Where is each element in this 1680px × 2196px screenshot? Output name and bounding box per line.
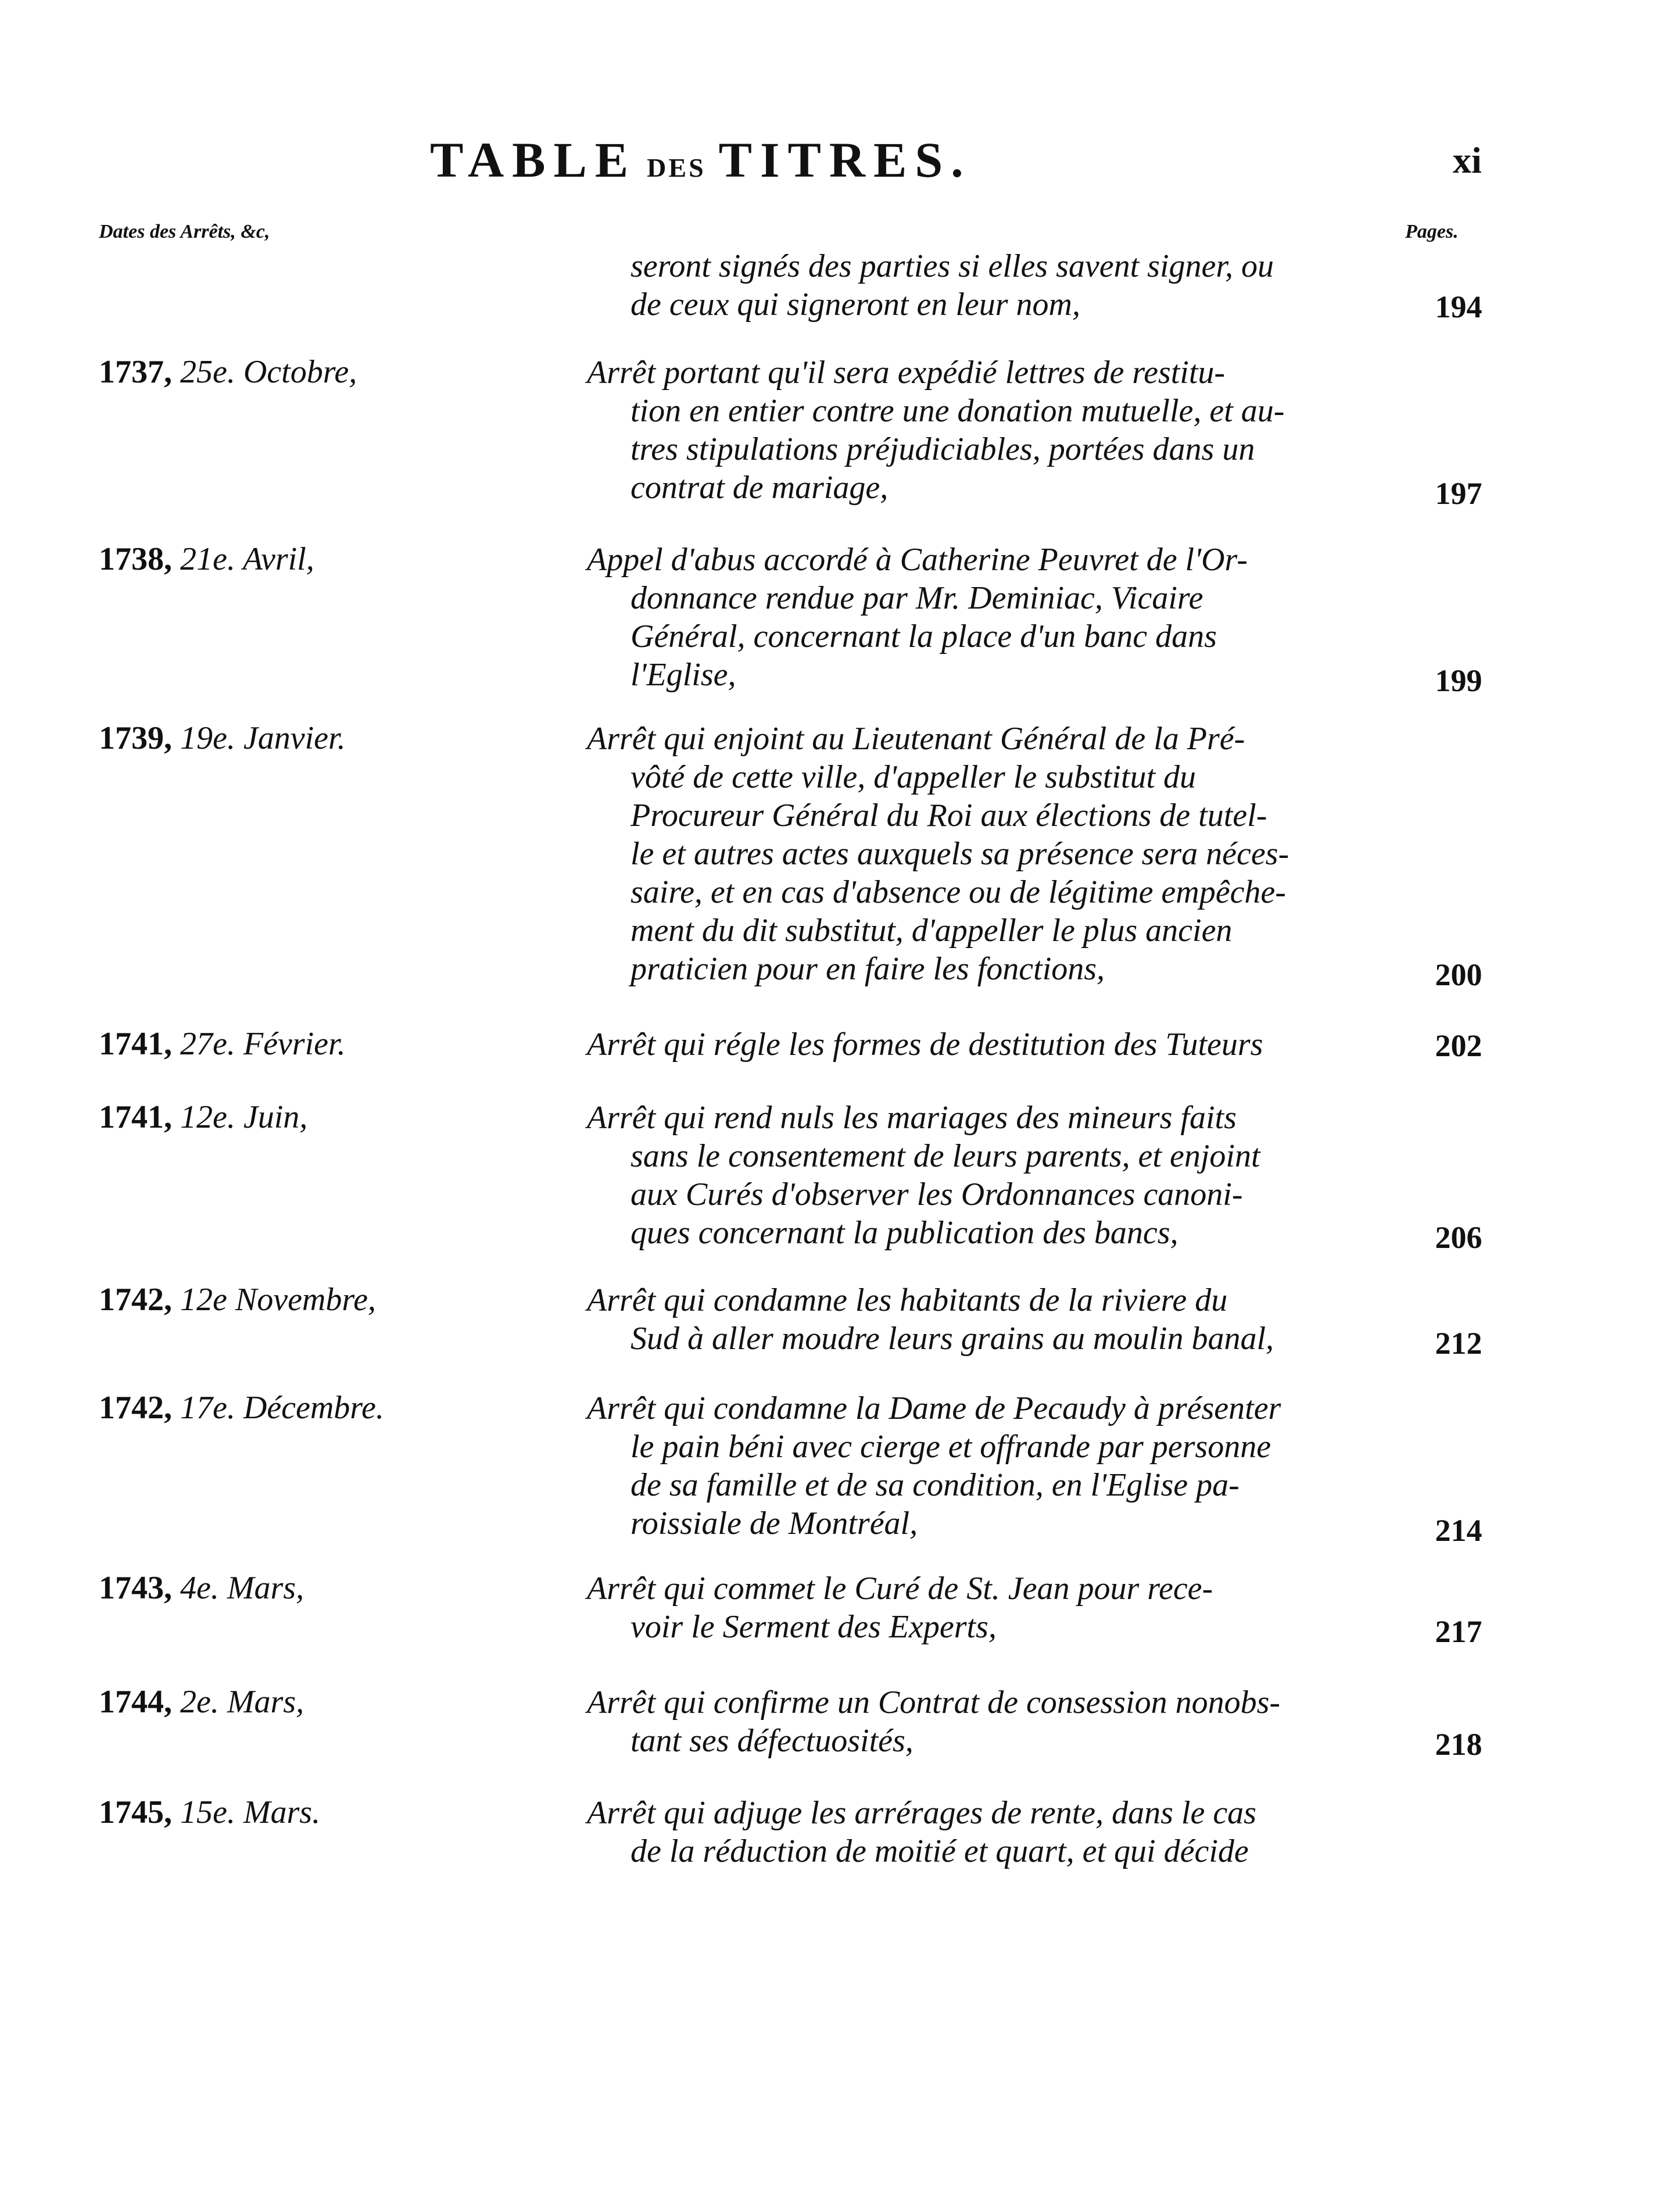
entry-page: 212 [1435,1326,1482,1361]
entry-date: 1742, 17e. Décembre. [99,1390,384,1426]
entry-date: 1745, 15e. Mars. [99,1794,321,1830]
entry-description: Arrêt qui régle les formes de destitution des Tuteurs [587,1027,1263,1063]
entry-page: 199 [1435,663,1482,698]
entry-page: 214 [1435,1513,1482,1548]
entry-date: 1741, 27e. Février. [99,1026,346,1062]
entry-date: 1742, 12e Novembre, [99,1282,376,1318]
entry-page: 194 [1435,289,1482,324]
entry-date: 1741, 12e. Juin, [99,1099,308,1135]
entry-description: Arrêt qui confirme un Contrat de consession nonobs- tant ses défectuosités, [587,1684,1281,1759]
entry-description: Arrêt qui enjoint au Lieutenant Général de la Pré- vôté de cette ville, d'appeller le substitut du Procureur Général du Roi aux élections de tutel- le et autres actes auxquels sa présence sera néces- saire, et en cas d'absence ou de légitime empêche- ment du dit substitut, d'appeller le plus ancien praticien pour en faire les fonctions, [587,721,1289,987]
entry-page: 202 [1435,1028,1482,1063]
entry-page: 217 [1435,1614,1482,1649]
page-title: TABLE DES TITRES. [430,132,972,188]
entry-description: Arrêt qui rend nuls les mariages des mineurs faits sans le consentement de leurs parents, et enjoint aux Curés d'observer les Ordonnances canoni- ques concernant la publication des bancs, [587,1100,1260,1251]
entry-page: 218 [1435,1727,1482,1762]
page-header [0,131,1680,189]
entry-date: 1744, 2e. Mars, [99,1684,305,1720]
entry-description: seront signés des parties si elles savent signer, ou de ceux qui signeront en leur nom, [631,248,1274,323]
entry-date: 1739, 19e. Janvier. [99,720,346,756]
entry-description: Arrêt qui adjuge les arrérages de rente, dans le cas de la réduction de moitié et quart, et qui décide [587,1795,1256,1869]
entry-page: 200 [1435,957,1482,992]
entry-page: 206 [1435,1220,1482,1255]
dates-column-label: Dates des Arrêts, &c, [99,221,270,242]
entry-description: Arrêt qui commet le Curé de St. Jean pour rece- voir le Serment des Experts, [587,1571,1213,1645]
entry-description: Arrêt qui condamne la Dame de Pecaudy à présenter le pain béni avec cierge et offrande par personne de sa famille et de sa condition, en l'Eglise pa- roissiale de Montréal, [587,1390,1281,1542]
entry-description: Arrêt portant qu'il sera expédié lettres de restitu- tion en entier contre une donation mutuelle, et au- tres stipulations préjudiciables, portées dans un contrat de mariage, [587,355,1285,506]
entry-date: 1743, 4e. Mars, [99,1570,305,1606]
entry-date: 1737, 25e. Octobre, [99,354,357,390]
entry-date: 1738, 21e. Avril, [99,541,314,577]
page-folio: xi [1453,140,1482,181]
entry-description: Appel d'abus accordé à Catherine Peuvret de l'Or- donnance rendue par Mr. Deminiac, Vicaire Général, concernant la place d'un banc dans l'Eglise, [587,542,1248,693]
entry-description: Arrêt qui condamne les habitants de la riviere du Sud à aller moudre leurs grains au moulin banal, [587,1282,1274,1357]
entry-page: 197 [1435,476,1482,511]
pages-column-label: Pages. [1405,221,1459,242]
